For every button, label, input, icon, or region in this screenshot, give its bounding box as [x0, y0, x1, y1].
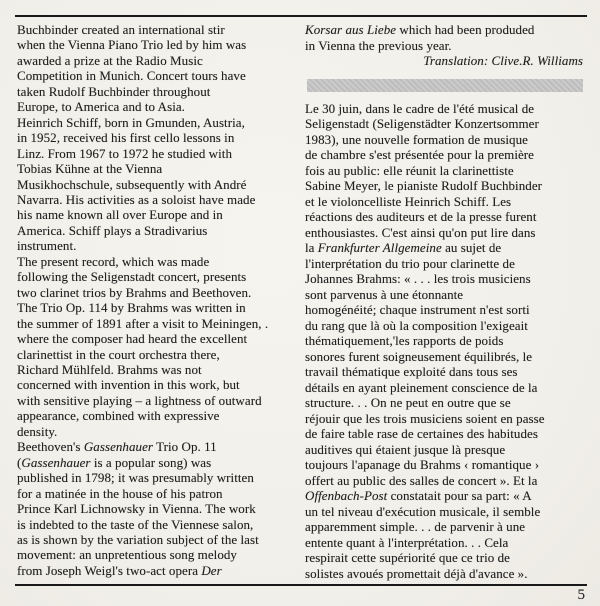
french-paragraphs: [305, 101, 587, 582]
text-line: homogénéité; chaque instrument n'est sorti: [305, 302, 530, 317]
text-line: un tel niveau d'exécution musicale, il semble: [305, 503, 541, 519]
text-line: following the Seligenstadt concert, presents: [17, 269, 247, 285]
text-line: enthousiastes. C'est ainsi qu'on put lire dans: [305, 224, 536, 240]
text-line: entente quant à l'interprétation. . . Cela: [305, 534, 509, 550]
text-line: Prince Karl Lichnowsky in Vienna. The work: [17, 501, 256, 517]
text-line: Richard Mühlfeld. Brahms was not: [17, 361, 202, 377]
text-line: sonores furent soigneusement équilibrés, le: [305, 348, 533, 364]
english-paragraph-end: [305, 22, 587, 53]
text-line: réactions des auditeurs et de la presse furent: [305, 209, 537, 224]
bottom-rule: [15, 584, 587, 586]
text-line: respirait cette supériorité que ce trio de: [305, 550, 510, 565]
text-line: appearance, combined with expressive: [17, 408, 220, 424]
text-line: (Gassenhauer is a popular song) was: [17, 454, 212, 470]
text-line: et le violoncelliste Heinrich Schiff. Les: [305, 193, 512, 209]
text-line: in Vienna the previous year.: [305, 37, 452, 53]
text-line: density.: [17, 423, 58, 439]
text-line: clarinettist in the court orchestra there,: [17, 346, 220, 362]
section-separator-bar: [307, 79, 583, 92]
text-line: America. Schiff plays a Stradivarius: [17, 222, 208, 238]
text-line: Beethoven's Gassenhauer Trio Op. 11: [17, 439, 217, 455]
text-line: with sensitive playing – a lightness of outward: [17, 392, 262, 408]
text-line: published in 1798; it was presumably written: [17, 470, 254, 486]
text-line: l'interprétation du trio pour clarinette de: [305, 255, 515, 271]
text-line: movement: an unpretentious song melody: [17, 547, 237, 563]
text-line: de faire table rase de certaines des habitudes: [305, 426, 538, 441]
text-line: when the Vienna Piano Trio led by him was: [17, 37, 247, 53]
text-line: de chambre s'est présentée pour la première: [305, 147, 534, 162]
text-line: as is shown by the variation subject of the last: [17, 531, 259, 547]
text-line: Heinrich Schiff, born in Gmunden, Austria,: [17, 114, 245, 130]
text-line: solistes avoués promettait déjà d'avance ».: [305, 565, 528, 581]
text-line: détails en ayant pleinement conscience de la: [305, 379, 538, 395]
left-column-english-text: [17, 22, 297, 578]
text-line: travail thématique exploité dans tous ses: [305, 364, 518, 379]
text-line: The present record, which was made: [17, 253, 210, 269]
text-line: the summer of 1891 after a visit to Meiningen, .: [17, 315, 269, 331]
text-line: two clarinet trios by Brahms and Beethoven.: [17, 284, 252, 300]
text-line: Offenbach-Post constatait pour sa part: « A: [305, 488, 532, 503]
text-line: toujours l'apanage du Brahms ‹ romantique ›: [305, 457, 540, 472]
text-line: Competition in Munich. Concert tours have: [17, 68, 246, 84]
text-line: in 1952, received his first cello lessons in: [17, 130, 235, 146]
text-line: taken Rudolf Buchbinder throughout: [17, 83, 211, 99]
text-line: auditives qui étaient jusque là presque: [305, 441, 506, 457]
text-line: Navarra. His activities as a soloist have made: [17, 191, 256, 207]
text-line: du rang que là où la composition l'exigeait: [305, 317, 528, 333]
text-line: for a matinée in the house of his patron: [17, 485, 223, 501]
text-line: Le 30 juin, dans le cadre de l'été musical de: [305, 100, 535, 116]
text-line: where the composer had heard the excellent: [17, 331, 248, 347]
text-line: 1983), une nouvelle formation de musique: [305, 131, 528, 147]
text-line: The Trio Op. 114 by Brahms was written in: [17, 300, 246, 316]
text-line: Linz. From 1967 to 1972 he studied with: [17, 145, 232, 161]
text-line: Buchbinder created an international stir: [17, 22, 225, 37]
text-line: apparemment simple. . . de parvenir à une: [305, 519, 526, 534]
text-line: Johannes Brahms: « . . . les trois musiciens: [305, 271, 531, 286]
text-line: Korsar aus Liebe which had been produded: [305, 22, 535, 37]
text-line: fois au public: elle réunit la clarinettiste: [305, 162, 514, 178]
text-line: offert au public des salles de concert ». Et la: [305, 472, 538, 488]
text-line: Europe, to America and to Asia.: [17, 99, 185, 115]
top-rule: [15, 15, 587, 17]
right-column: [305, 22, 587, 581]
page-number: 5: [577, 587, 585, 603]
english-paragraphs: [17, 22, 297, 578]
text-line: awarded a prize at the Radio Music: [17, 52, 203, 68]
text-line: thématiquement,'les rapports de poids: [305, 333, 504, 348]
text-line: Musikhochschule, subsequently with André: [17, 176, 247, 192]
translation-credit: Translation: Clive.R. Williams: [423, 53, 583, 68]
text-line: Tobias Kühne at the Vienna: [17, 161, 163, 177]
text-line: concerned with invention in this work, but: [17, 377, 240, 393]
text-line: instrument.: [17, 238, 77, 254]
text-line: is indebted to the taste of the Viennese salon,: [17, 516, 254, 532]
text-line: Sabine Meyer, le pianiste Rudolf Buchbinder: [305, 178, 543, 193]
text-line: réjouir que les trois musiciens soient en passe: [305, 410, 545, 426]
text-line: sont parvenus à une étonnante: [305, 286, 464, 302]
text-line: structure. . . On ne peut en outre que se: [305, 395, 511, 410]
text-line: la Frankfurter Allgemeine au sujet de: [305, 240, 502, 255]
text-line: his name known all over Europe and in: [17, 207, 223, 223]
text-line: from Joseph Weigl's two-act opera Der: [17, 562, 222, 578]
text-line: Seligenstadt (Seligenstädter Konzertsommer: [305, 116, 539, 131]
